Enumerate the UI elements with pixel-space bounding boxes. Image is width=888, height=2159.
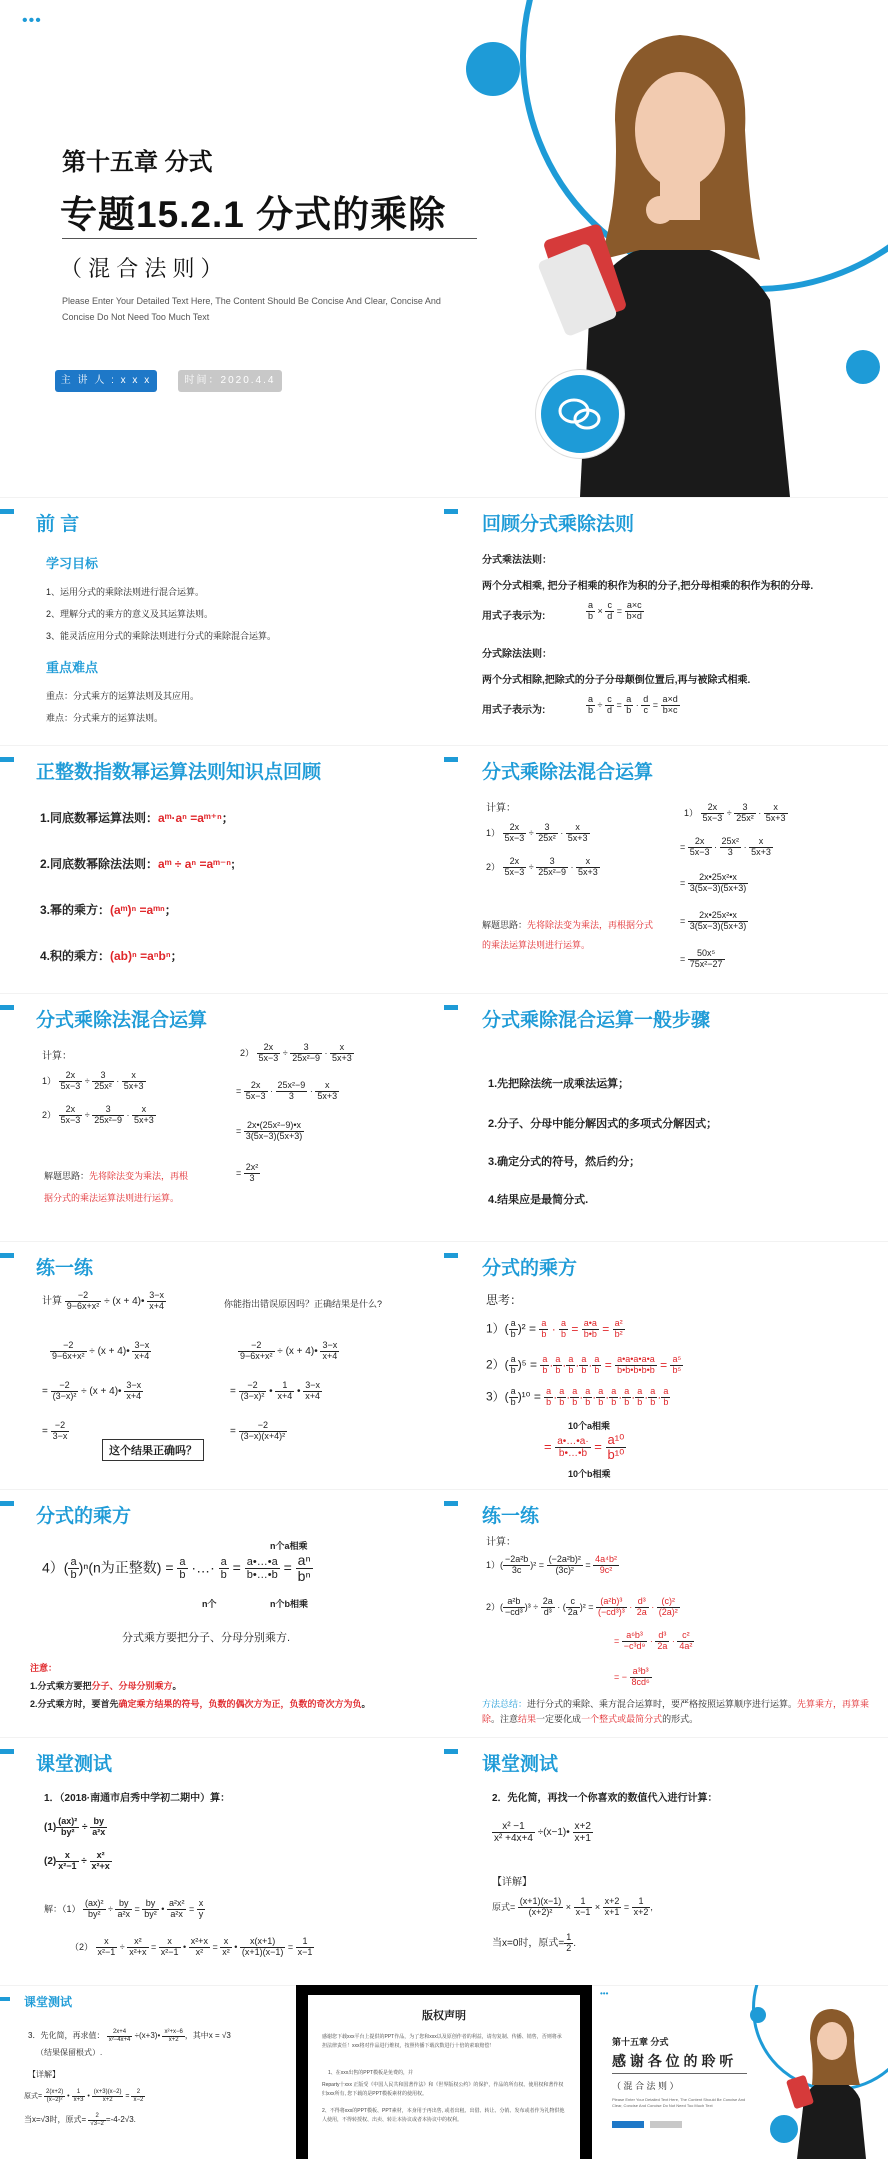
- rule-label: 4.积的乘方：: [40, 949, 111, 963]
- title-bar: [444, 1005, 458, 1010]
- slide-preface: [0, 497, 444, 745]
- solution-step: = $\frac{\text{2x•(25x²−9)•x}}{3(5x-3)(5x+3)}$: [236, 1120, 303, 1141]
- power-example-3: 3）( $\frac{a}{b}$ )¹⁰ = $\frac{a}{b}$ · $\frac{a}{b}$ · $\frac{a}{b}$ · $\frac{a}{b}$ · $\frac{a}{b}$ · $\frac{a}{b}$ · $\frac{a}{b}$ · $\frac{a}{b}$ · $\frac{a}{b}$ · $\frac{a}{b}$: [486, 1386, 669, 1407]
- quiz-solution-2: （2） $\frac{x}{\text{x²−1}}$ ÷ $\frac{\text{x²}}{\text{x²+x}}$ = $\frac{x}{\text{x²−1}}$ • $\frac{\text{x²+x}}{\text{x²}}$ = $\frac{x}{\text{x²}}$ • $\frac{x(x+1)}{(x+1)(x-1)}$ = $\frac{1}{x-1}$: [70, 1936, 313, 1957]
- n-a-label: n个a相乘: [270, 1541, 308, 1551]
- title-bar: [0, 757, 14, 762]
- solution-label: 解：: [44, 1903, 63, 1914]
- thumb-value: 当x=√3时，原式= $\frac{2}{√3-2}$ =-4-2√3.: [24, 2113, 136, 2127]
- title-bar: [0, 1997, 10, 2001]
- title-bar: [444, 1253, 458, 1258]
- note1-c: 。: [172, 1681, 182, 1691]
- slide-practice-b: [444, 1489, 888, 1737]
- step-item: 3.确定分式的符号，然后约分；: [488, 1156, 641, 1168]
- rule-label: 2.同底数幂除法法则：: [40, 857, 159, 871]
- copyright-title: 版权声明: [422, 2010, 466, 2022]
- chat-bubble-icon: [536, 370, 624, 458]
- quiz-value: 当x=0时，原式= $\frac{1}{2}$ .: [492, 1932, 577, 1953]
- date-badge: 时间：2020.4.4: [178, 370, 282, 392]
- cover-chapter: 第十五章 分式: [62, 149, 213, 176]
- goal-item: 2、理解分式的乘方的意义及其运算法则。: [46, 609, 214, 619]
- thumb-when: 当x=√3时，原式=: [24, 2115, 87, 2125]
- formula-label: 用式子表示为:: [482, 611, 546, 622]
- thumb-question: 3．先化简，再求值： $\frac{2x+4}{\text{x²−4x+4}}$ ÷(x+3)• $\frac{\text{x²+x−6}}{x+2}$ ，其中x = √3: [28, 2029, 231, 2043]
- rule-label: 1.同底数幂运算法则：: [40, 811, 159, 825]
- problem-1: 1） $\frac{2x}{5x-3}$ ÷ $\frac{3}{\text{25x²}}$ · $\frac{x}{5x+3}$: [42, 1070, 144, 1091]
- thumb-detail: 【详解】: [28, 2070, 60, 2079]
- power-rule-item: [40, 947, 183, 964]
- wrong-step: $\frac{-2}{\text{9−6x+x²}}$ ÷ (x + 4)• $\frac{3-x}{x+4}$: [52, 1340, 150, 1361]
- speaker-badge: 主 讲 人 : x x x: [55, 370, 157, 392]
- summary-text: 进行分式的乘除、乘方混合运算时，要严格按照运算顺序进行运算。: [527, 1699, 798, 1709]
- title-divider: [62, 238, 477, 239]
- cover-desc-line1: Please Enter Your Detailed Text Here, The Content Should Be Concise And Clear, Concise And: [62, 296, 441, 306]
- div-heading: 分式除法法则：: [482, 649, 552, 660]
- power-rule-item: [40, 901, 177, 918]
- quiz-detail: 原式= $\frac{(x+1)(x-1)}{\text{(x+2)²}}$ × $\frac{1}{x-1}$ × $\frac{x+2}{x+1}$ = $\frac{1}{x+2}$ ,: [492, 1896, 653, 1917]
- slide-title: 前 言: [36, 514, 80, 535]
- n-b-label: n个b相乘: [270, 1599, 308, 1609]
- copyright-para: 1、在xxx出售的PPT模板是免费的，并: [328, 2070, 414, 2076]
- key-item: 重点：分式乘方的运算法则及其应用。: [46, 691, 200, 701]
- slide-title: 练一练: [36, 1258, 94, 1279]
- slide-title: 课堂测试: [482, 1754, 559, 1775]
- solution-step: 1） $\frac{2x}{5x-3}$ ÷ $\frac{3}{\text{25x²}}$ · $\frac{x}{5x+3}$: [684, 802, 786, 823]
- title-bar: [0, 1501, 14, 1506]
- slide-power-rules: [0, 745, 444, 993]
- n-frac-label: n个: [202, 1599, 217, 1609]
- solution-step: = $\frac{\text{2x²}}{3}$: [236, 1162, 259, 1183]
- div-formula: $\frac{a}{b}$ ÷ $\frac{c}{d}$ = $\frac{a}{b}$ · $\frac{d}{c}$ = $\frac{a\times d}{b\times c}$: [588, 694, 678, 715]
- rule-tail: ；: [164, 903, 177, 917]
- thumb-title: 课堂测试: [24, 1995, 73, 2009]
- title-bar: [444, 1501, 458, 1506]
- summary-emph: 一个整式或最简分式: [581, 1714, 663, 1724]
- title-bar: [444, 757, 458, 762]
- practice-1: 1）( $\frac{\text{−2a²b}}{3c}$ )² = $\frac{\text{(−2a²b)²}}{\text{(3c)²}}$ = $\frac{\text{4a⁴b²}}{\text{9c²}}$: [486, 1554, 617, 1575]
- calc-label: 计算: [42, 1296, 62, 1308]
- div-rule: 两个分式相除,把除式的分子分母颠倒位置后,再与被除式相乘.: [482, 675, 751, 686]
- slide-title: 回顾分式乘除法则: [482, 514, 635, 535]
- note2-a: 2.分式乘方时，要首先: [30, 1699, 119, 1709]
- ten-b-label: 10个b相乘: [568, 1469, 611, 1479]
- goal-heading: 学习目标: [46, 556, 99, 571]
- slide-mixed-ops-a: [444, 745, 888, 993]
- hint-red: 先将除法变为乘法，再根据分式的乘法运算法则进行运算。: [482, 920, 654, 950]
- cover-desc-line2: Concise Do Not Need Too Much Text: [62, 312, 210, 322]
- slide-quiz-a: [0, 1737, 444, 1985]
- thanks-badge-grey: [650, 2121, 682, 2128]
- solution-step: 2） $\frac{2x}{5x-3}$ ÷ $\frac{3}{\text{25x²−9}}$ · $\frac{x}{5x+3}$: [240, 1042, 352, 1063]
- goal-item: 1、运用分式的乘除法则进行混合运算。: [46, 587, 205, 597]
- thumb-result: =-4-2√3.: [105, 2115, 136, 2125]
- question: 你能指出错误原因吗？正确结果是什么?: [224, 1299, 383, 1309]
- practice-problem: 计算 $\frac{-2}{\text{9−6x+x²}}$ ÷ (x + 4)• $\frac{3-x}{x+4}$: [42, 1290, 165, 1311]
- thanks-desc: Please Enter Your Detailed Text Here, The Content Should Be Concise And Clear, Concise And Concise Do Not Need Too Much Text: [612, 2097, 746, 2108]
- rule-label: 3.幂的乘方：: [40, 903, 111, 917]
- right-step: = $\frac{-2}{\text{(3−x)²}}$ • $\frac{1}{x+4}$ • $\frac{3-x}{x+4}$: [230, 1380, 321, 1401]
- formula-label: 用式子表示为:: [482, 705, 546, 716]
- quiz-question: 2．先化简，再找一个你喜欢的数值代入进行计算：: [492, 1793, 718, 1804]
- thumb-copyright: [296, 1985, 592, 2159]
- wrong-step: = $\frac{-2}{\text{(3−x)²}}$ ÷ (x + 4)• $\frac{3-x}{x+4}$: [42, 1380, 142, 1401]
- problem-1: 1） $\frac{2x}{5x-3}$ ÷ $\frac{3}{\text{25x²}}$ · $\frac{x}{5x+3}$: [486, 822, 588, 843]
- slide-fraction-power-a: [444, 1241, 888, 1489]
- slide-title: 练一练: [482, 1506, 540, 1527]
- thumb-quiz: [0, 1985, 296, 2159]
- mul-heading: 分式乘法法则：: [482, 555, 552, 566]
- quiz-question: 1．（2018·南通市启秀中学初二期中）算：: [44, 1793, 231, 1804]
- practice-2-result: = − $\frac{\text{a³b³}}{\text{8cd⁶}}$: [614, 1666, 650, 1687]
- thanks-title: 感 谢 各 位 的 聆 听: [612, 2053, 734, 2069]
- copyright-page: [308, 1995, 580, 2159]
- copyright-para: 2、不得将xxx的PPT模板、PPT素材，本身用于再出售, 或者出租、出借、转让、分销、发布或者作为礼物供他人使用，不得转授权、出卖、转让本协议或者本协议中的权利。: [322, 2108, 565, 2123]
- orig-label: 原式=: [492, 1901, 516, 1912]
- solution-step: = $\frac{2x}{5x-3}$ · $\frac{\text{25x²−9}}{3}$ · $\frac{x}{5x+3}$: [236, 1080, 338, 1101]
- slide-title: 课堂测试: [36, 1754, 113, 1775]
- power-example-3-result: = $\frac{a•\dots•a\cdot}{b•\dots•b}$ = $\frac{\text{a¹⁰}}{\text{b¹⁰}}$: [544, 1432, 625, 1463]
- hint-line1: [44, 1169, 188, 1182]
- hint: [482, 915, 662, 955]
- rule-formula: (ab)ⁿ =aⁿbⁿ: [110, 949, 171, 963]
- q-tail: ，其中x = √3: [184, 2031, 231, 2041]
- summary-emph: 结果: [518, 1714, 537, 1724]
- thumb-menu-dots-icon: •••: [600, 1989, 609, 1998]
- hint-label: 解题思路：: [44, 1171, 90, 1181]
- hint-red: 先将除法变为乘法，再根: [89, 1171, 189, 1181]
- calc-label: 计算：: [486, 1537, 516, 1548]
- power-rule-formula: 4）( $\frac{a}{b}$ )ⁿ(n为正整数) = $\frac{a}{b}$ ·…· $\frac{a}{b}$ = $\frac{a•\dots•a}{b•\dots•b}$ = $\frac{\text{aⁿ}}{\text{bⁿ}}$: [42, 1552, 311, 1585]
- goal-item: 3、能灵活应用分式的乘除法则进行分式的乘除混合运算。: [46, 631, 277, 641]
- summary-text: 一定要化成: [536, 1714, 582, 1724]
- solution-step: = $\frac{\text{50x⁵}}{\text{75x²−27}}$: [680, 948, 723, 969]
- thumb-thanks: [592, 1985, 888, 2159]
- copyright-para: Reparty十xxx 正版受《中国人民共和国著作法》和《世界版权公约》的保护，作品的所有权、使用权和著作权归xxx所有, 您下载的是PPT模板素材的使用权。: [322, 2082, 564, 2097]
- power-rule-text: 分式乘方要把分子、分母分别乘方.: [122, 1632, 291, 1644]
- slide-title: 正整数指数幂运算法则知识点回顾: [36, 762, 322, 783]
- key-heading: 重点难点: [46, 660, 99, 675]
- slide-title: 分式乘除法混合运算: [36, 1010, 208, 1031]
- note1-b: 分子、分母分别乘方: [91, 1681, 173, 1691]
- quiz-expression: $\frac{\text{x² −1}}{\text{x² +4x+4}}$ ÷(x−1)• $\frac{x+2}{x+1}$: [494, 1821, 591, 1844]
- step-item: 1.先把除法统一成乘法运算；: [488, 1078, 630, 1090]
- decor-circle: [750, 2007, 766, 2023]
- decor-circle-small: [846, 350, 880, 384]
- title-bar: [444, 1749, 458, 1754]
- detail-label: 【详解】: [492, 1877, 532, 1888]
- thanks-subtitle: （ 混 合 法 则 ）: [612, 2081, 679, 2091]
- power-example-2: 2）( $\frac{a}{b}$ )⁵ = $\frac{a}{b}$ · $\frac{a}{b}$ · $\frac{a}{b}$ · $\frac{a}{b}$ · $\frac{a}{b}$ = $\frac{a•a•a•a•a}{b•b•b•b•b}$ = $\frac{\text{a⁵}}{\text{b⁵}}$: [486, 1354, 682, 1375]
- title-bar: [444, 509, 458, 514]
- note-2: [30, 1697, 371, 1710]
- hint-line2: 据分式的乘法运算法则进行运算。: [44, 1193, 180, 1203]
- title-bar: [0, 1749, 14, 1754]
- key-item: 难点：分式乘方的运算法则。: [46, 713, 164, 723]
- calc-label: 计算：: [486, 803, 516, 814]
- q-label: 3．先化简，再求值：: [28, 2031, 105, 2041]
- rule-tail: ；: [221, 811, 234, 825]
- thanks-chapter: 第十五章 分式: [612, 2037, 669, 2047]
- think-label: 思考：: [486, 1293, 523, 1307]
- quiz-solution-1: 解：（1） $\frac{\text{(ax)²}}{\text{by²}}$ ÷ $\frac{by}{\text{a²x}}$ = $\frac{by}{\text{by²}}$ • $\frac{\text{a²x²}}{\text{a²x}}$ = $\frac{x}{y}$: [44, 1898, 204, 1919]
- calc-label: 计算：: [42, 1051, 72, 1062]
- power-example-1: 1）( $\frac{a}{b}$ )² = $\frac{a}{b}$ · $\frac{a}{b}$ = $\frac{a•a}{b•b}$ = $\frac{\text{a²}}{\text{b²}}$: [486, 1318, 623, 1339]
- cover-subtitle: （ 混 合 法 则 ）: [60, 256, 223, 281]
- right-step: = $\frac{-2}{\text{(3−x)(x+4)²}}$: [230, 1420, 286, 1441]
- power-rule-item: [40, 809, 234, 826]
- slide-general-steps: [444, 993, 888, 1241]
- practice-2: 2）( $\frac{\text{a²b}}{\text{−cd³}}$ )³ ÷ $\frac{2a}{\text{d³}}$ · ( $\frac{c}{2a}$ )² = $\frac{\text{(a²b)³}}{\text{(−cd³)³}}$ · $\frac{\text{d³}}{2a}$ · $\frac{\text{(c)²}}{\text{(2a)²}}$: [486, 1596, 678, 1617]
- rule-formula: (aᵐ)ⁿ =aᵐⁿ: [110, 903, 165, 917]
- problem-2: 2） $\frac{2x}{5x-3}$ ÷ $\frac{3}{\text{25x²−9}}$ · $\frac{x}{5x+3}$: [486, 856, 598, 877]
- note2-b: 确定乘方结果的符号，负数的偶次方为正，负数的奇次方为负: [118, 1699, 362, 1709]
- thumb-question-2: （结果保留根式）.: [36, 2048, 103, 2057]
- summary-emph: 先算乘方，再算乘除: [482, 1699, 870, 1724]
- copyright-para: 感谢您下载xxx平台上提供的PPT作品，为了您和xxx以及原创作者的利益，请勿复制、传播、销售，否则将承担法律责任！xxx将对作品进行维权，按照传播下载次数进行十倍的索取赔偿！: [322, 2034, 562, 2049]
- when-label: 当x=0时，原式=: [492, 1938, 565, 1950]
- thumb-detail-expr: 原式= $\frac{2(x+2)}{\text{(x−2)²}}$ • $\frac{1}{x+3}$ • $\frac{(x+3)(x-2)}{x+2}$ = $\frac{2}{x-2}$: [24, 2089, 144, 2103]
- cover-slide: [0, 0, 888, 497]
- title-bar: [0, 509, 14, 514]
- slide-review-rules: [444, 497, 888, 745]
- step-item: 4.结果应是最简分式.: [488, 1194, 589, 1206]
- summary-label: 方法总结：: [482, 1699, 528, 1709]
- slide-fraction-power-b: [0, 1489, 444, 1737]
- rule-formula: aᵐ ÷ aⁿ =aᵐ⁻ⁿ: [158, 857, 232, 871]
- thumb-orig: 原式=: [24, 2092, 43, 2100]
- mul-formula: $\frac{a}{b}$ × $\frac{c}{d}$ = $\frac{a\times c}{b\times d}$: [588, 600, 642, 621]
- slide-practice-a: [0, 1241, 444, 1489]
- thanks-divider: [612, 2073, 747, 2074]
- title-bar: [0, 1005, 14, 1010]
- summary-text: 的形式。: [662, 1714, 699, 1724]
- practice-2-step: = $\frac{\text{a⁶b³}}{\text{−c³d⁹}}$ · $\frac{\text{d³}}{2a}$ · $\frac{\text{c²}}{\text{4a²}}$: [614, 1630, 693, 1651]
- slide-title: 分式的乘方: [36, 1506, 132, 1527]
- cover-title: 专题15.2.1 分式的乘除: [60, 194, 447, 235]
- method-summary: [482, 1697, 882, 1727]
- slide-mixed-ops-b: [0, 993, 444, 1241]
- note1-a: 1.分式乘方要把: [30, 1681, 92, 1691]
- summary-text: 。注意: [491, 1714, 519, 1724]
- solution-step: = $\frac{\text{2x•25x²•x}}{3(5x-3)(5x+3)}$: [680, 910, 747, 931]
- mul-rule: 两个分式相乘, 把分子相乘的积作为积的分子,把分母相乘的积作为积的分母.: [482, 581, 814, 592]
- title-bar: [0, 1253, 14, 1258]
- ten-a-label: 10个a相乘: [568, 1421, 611, 1431]
- rule-formula: aᵐ·aⁿ =aᵐ⁺ⁿ: [158, 811, 222, 825]
- slide-quiz-b: [444, 1737, 888, 1985]
- slide-title: 分式的乘方: [482, 1258, 578, 1279]
- rule-tail: ;: [231, 857, 236, 871]
- note2-c: 。: [361, 1699, 371, 1709]
- menu-dots-icon[interactable]: •••: [22, 12, 42, 29]
- decor-circle-large: [466, 42, 520, 96]
- note-heading: 注意：: [30, 1663, 58, 1673]
- solution-step: = $\frac{2x}{5x-3}$ · $\frac{\text{25x²}}{3}$ · $\frac{x}{5x+3}$: [680, 836, 771, 857]
- quiz-item-1: (1) $\frac{\text{(ax)²}}{\text{by²}}$ ÷ $\frac{by}{\text{a²x}}$: [44, 1816, 106, 1837]
- slide-title: 分式乘除混合运算一般步骤: [482, 1010, 711, 1031]
- right-step: $\frac{-2}{\text{9−6x+x²}}$ ÷ (x + 4)• $\frac{3-x}{x+4}$: [240, 1340, 338, 1361]
- slide-title: 分式乘除法混合运算: [482, 762, 654, 783]
- step-item: 2.分子、分母中能分解因式的多项式分解因式；: [488, 1118, 718, 1130]
- thanks-chat-icon: [768, 2113, 800, 2145]
- solution-step: = $\frac{\text{2x•25x²•x}}{3(5x-3)(5x+3)}$: [680, 872, 747, 893]
- wrong-step: = $\frac{-2}{3-x}$: [42, 1420, 68, 1441]
- hint-label: 解题思路：: [482, 920, 528, 930]
- power-rule-item: [40, 855, 235, 872]
- is-correct-box: 这个结果正确吗？: [102, 1439, 204, 1461]
- note-1: [30, 1679, 182, 1692]
- rule-tail: ；: [170, 949, 183, 963]
- thanks-badge-blue: [612, 2121, 644, 2128]
- problem-2: 2） $\frac{2x}{5x-3}$ ÷ $\frac{3}{\text{25x²−9}}$ · $\frac{x}{5x+3}$: [42, 1104, 154, 1125]
- quiz-item-2: (2) $\frac{x}{\text{x²−1}}$ ÷ $\frac{\text{x²}}{\text{x²+x}}$: [44, 1850, 110, 1871]
